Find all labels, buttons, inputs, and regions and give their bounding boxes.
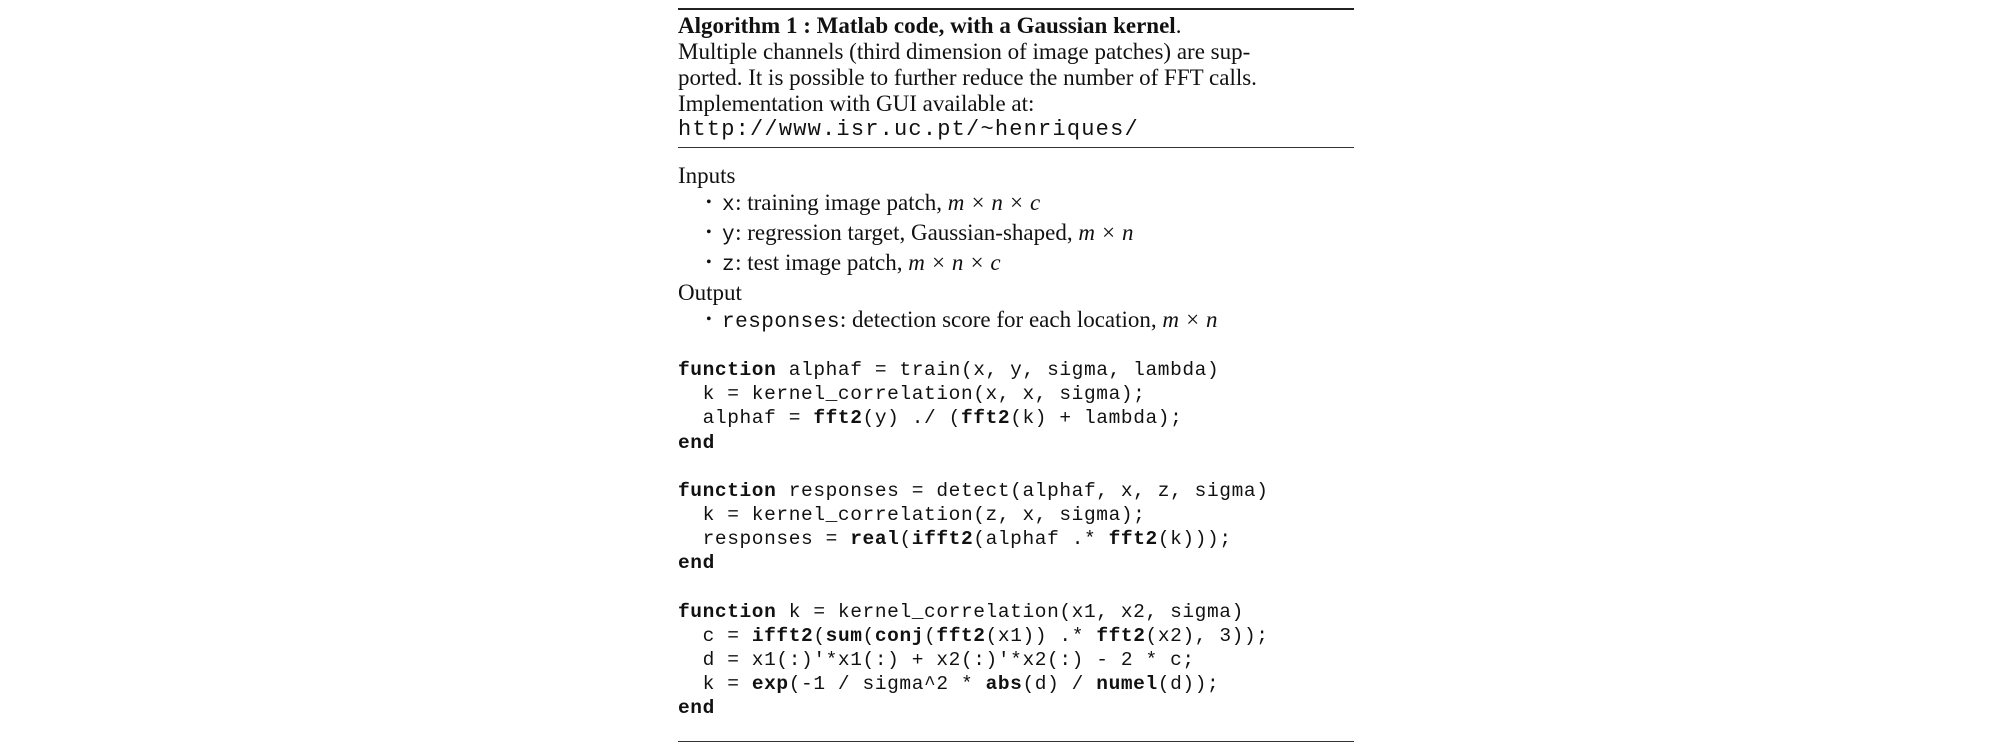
code-keyword: fft2 bbox=[936, 624, 986, 647]
code-text: responses = detect(alphaf, x, z, sigma) bbox=[776, 479, 1269, 502]
variable-name: x bbox=[722, 194, 736, 217]
algorithm-title-text: Matlab code, with a Gaussian kernel bbox=[816, 13, 1176, 38]
variable-dims: m × n × c bbox=[908, 250, 1001, 275]
code-text: ( bbox=[862, 624, 875, 647]
variable-name: responses bbox=[722, 311, 840, 334]
code-text: c = bbox=[678, 624, 752, 647]
list-item bbox=[706, 306, 1354, 336]
code-keyword: fft2 bbox=[960, 407, 1011, 430]
algorithm-label: Algorithm 1 : bbox=[678, 13, 811, 38]
code-text: (x1)) .* bbox=[985, 624, 1097, 647]
algorithm-title bbox=[678, 13, 1354, 39]
code-text: (k))); bbox=[1157, 528, 1232, 551]
code-keyword: fft2 bbox=[1108, 528, 1158, 551]
code-keyword: abs bbox=[985, 673, 1023, 696]
code-keyword: end bbox=[678, 431, 715, 454]
code-text: alphaf = train(x, y, sigma, lambda) bbox=[776, 359, 1220, 381]
variable-name: y bbox=[722, 224, 736, 247]
code-text: (k) + lambda); bbox=[1010, 407, 1183, 430]
code-keyword: function bbox=[678, 479, 777, 502]
inputs-list bbox=[678, 189, 1354, 279]
list-item bbox=[706, 189, 1354, 219]
algorithm-title-period: . bbox=[1175, 13, 1182, 38]
code-text: d = x1(:)'*x1(:) + x2(:)'*x2(:) - 2 * c; bbox=[678, 649, 1195, 672]
code-block bbox=[678, 358, 1354, 455]
code-text: k = kernel_correlation(x1, x2, sigma) bbox=[776, 600, 1244, 623]
description-line: Implementation with GUI available at: bbox=[678, 91, 1035, 116]
bottom-rule bbox=[678, 741, 1354, 742]
code-text: ( bbox=[899, 528, 912, 551]
variable-dims: m × n bbox=[1078, 220, 1134, 245]
io-section bbox=[678, 148, 1354, 336]
list-item bbox=[706, 219, 1354, 249]
code-text: (x2), 3)); bbox=[1145, 624, 1269, 647]
code-text: (alphaf .* bbox=[973, 528, 1109, 551]
code-keyword: function bbox=[678, 600, 777, 623]
code-line bbox=[678, 648, 1354, 672]
code-line bbox=[678, 551, 1354, 575]
variable-desc: : detection score for each location, bbox=[839, 307, 1163, 332]
code-block bbox=[678, 600, 1354, 721]
code-keyword: real bbox=[850, 528, 900, 551]
implementation-url[interactable]: http://www.isr.uc.pt/~henriques/ bbox=[678, 117, 1139, 142]
code-keyword: function bbox=[678, 359, 777, 381]
variable-desc: : regression target, Gaussian-shaped, bbox=[735, 220, 1079, 245]
code-line bbox=[678, 503, 1354, 527]
code-line bbox=[678, 672, 1354, 696]
code-line bbox=[678, 527, 1354, 551]
code-text: k = kernel_correlation(z, x, sigma); bbox=[678, 504, 1146, 527]
code-line bbox=[678, 624, 1354, 648]
algorithm-caption bbox=[678, 10, 1354, 147]
variable-desc: : test image patch, bbox=[735, 250, 909, 275]
code-line bbox=[678, 358, 1354, 382]
code-keyword: ifft2 bbox=[911, 528, 974, 551]
code-line bbox=[678, 382, 1354, 406]
code-line bbox=[678, 696, 1354, 720]
variable-dims: m × n bbox=[1162, 307, 1218, 332]
code-text: (d) / bbox=[1022, 673, 1097, 696]
code-text: (y) ./ ( bbox=[862, 407, 961, 430]
variable-name: z bbox=[722, 254, 736, 277]
code-text: ( bbox=[813, 624, 826, 647]
code-block bbox=[678, 479, 1354, 576]
code-listing bbox=[678, 358, 1354, 721]
code-line bbox=[678, 431, 1354, 455]
inputs-heading: Inputs bbox=[678, 163, 736, 188]
code-keyword: conj bbox=[874, 624, 925, 647]
code-line bbox=[678, 479, 1354, 503]
code-text: alphaf = bbox=[678, 407, 814, 430]
code-text: ( bbox=[924, 624, 937, 647]
list-item bbox=[706, 249, 1354, 279]
description-line: ported. It is possible to further reduce the number of FFT calls. bbox=[678, 65, 1257, 90]
code-text: responses = bbox=[678, 528, 851, 551]
description-line: Multiple channels (third dimension of image patches) are sup- bbox=[678, 39, 1251, 64]
code-keyword: end bbox=[678, 697, 715, 720]
output-list bbox=[678, 306, 1354, 336]
code-text: k = kernel_correlation(x, x, sigma); bbox=[678, 383, 1146, 406]
code-keyword: numel bbox=[1096, 673, 1158, 696]
code-line bbox=[678, 406, 1354, 430]
variable-desc: : training image patch, bbox=[735, 190, 948, 215]
variable-dims: m × n × c bbox=[947, 190, 1041, 215]
code-keyword: fft2 bbox=[813, 407, 863, 430]
code-keyword: ifft2 bbox=[751, 624, 814, 647]
code-keyword: fft2 bbox=[1096, 624, 1146, 647]
code-text: (-1 / sigma^2 * bbox=[788, 673, 986, 696]
code-keyword: sum bbox=[825, 624, 863, 647]
code-text: k = bbox=[678, 673, 752, 696]
code-line bbox=[678, 600, 1354, 624]
output-heading: Output bbox=[678, 280, 742, 305]
code-text: (d)); bbox=[1157, 673, 1220, 696]
code-keyword: exp bbox=[751, 673, 789, 696]
algorithm-box bbox=[678, 8, 1354, 742]
code-keyword: end bbox=[678, 552, 715, 575]
